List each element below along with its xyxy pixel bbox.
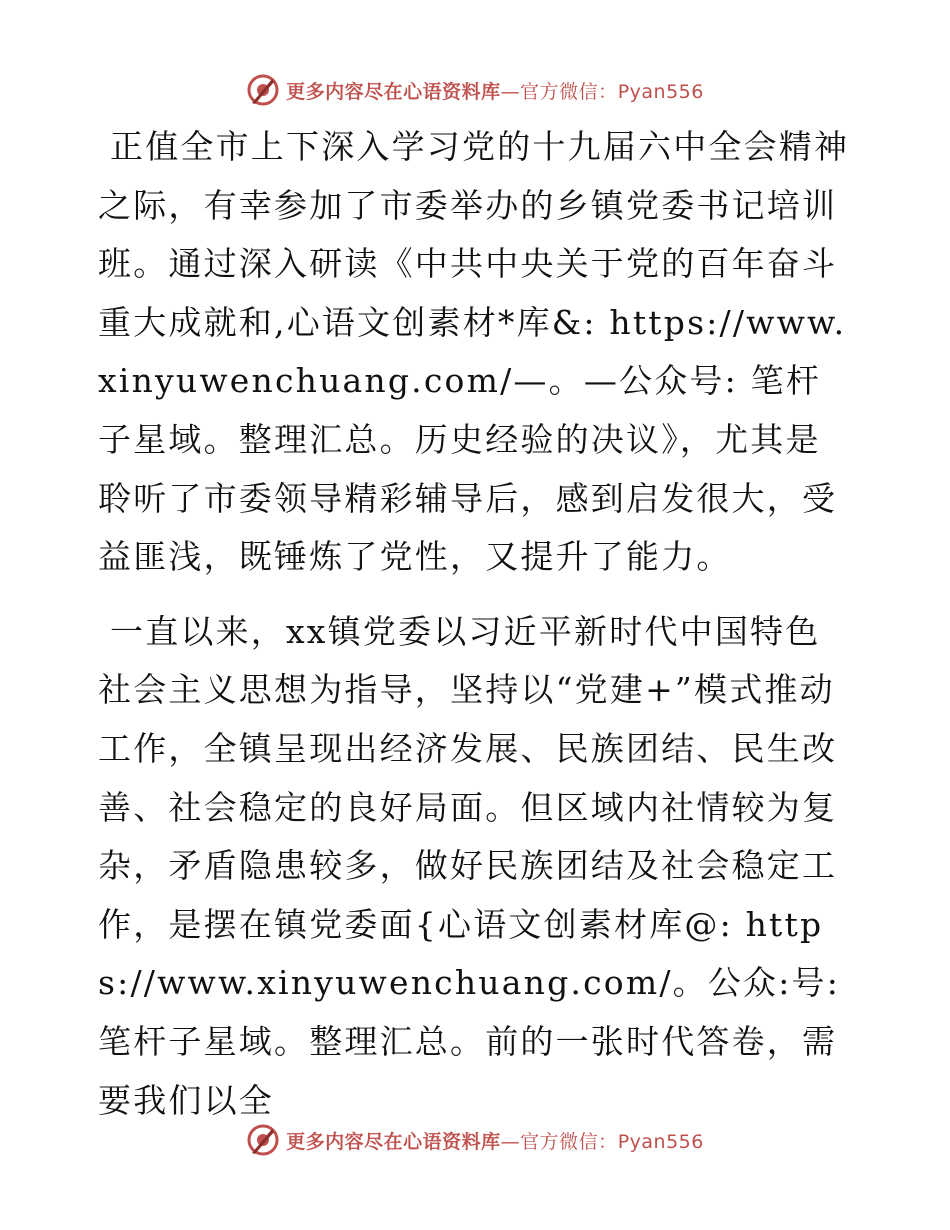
header-banner-text	[286, 77, 704, 104]
footer-wechat-id: Pyan556	[617, 1130, 704, 1153]
footer-brand: 更多内容尽在心语资料库	[286, 1130, 501, 1153]
quill-seal-icon	[246, 73, 280, 107]
header-brand: 更多内容尽在心语资料库	[286, 80, 501, 103]
paragraph-2: 一直以来，xx镇党委以习近平新时代中国特色社会主义思想为指导，坚持以“党建+”模式推动工作，全镇呈现出经济发展、民族团结、民生改善、社会稳定的良好局面。但区域内社情较为复杂，矛盾隐患较多，做好民族团结及社会稳定工作，是摆在镇党委面{心语文创素材库@: https://www.xinyuwenchuang.com/。公众:号: 笔杆子星域。整理汇总。前的一张时代答卷，需要我们以全	[98, 611, 841, 1120]
quill-seal-icon	[246, 1123, 280, 1157]
footer-banner-text	[286, 1127, 704, 1154]
footer-wechat-label: 官方微信：	[520, 1130, 618, 1153]
header-wechat-id: Pyan556	[617, 80, 704, 103]
footer-banner	[0, 1120, 950, 1160]
header-banner	[0, 70, 950, 110]
document-body	[98, 118, 850, 1146]
paragraph-1: 正值全市上下深入学习党的十九届六中全会精神之际，有幸参加了市委举办的乡镇党委书记培训班。通过深入研读《中共中央关于党的百年奋斗重大成就和,心语文创素材*库&: https://www.xinyuwenchuang.com/—。—公众号: 笔杆子星域。整理汇总。历史经验的决议》，尤其是聆听了市委领导精彩辅导后，感到启发很大，受益匪浅，既锤炼了党性，又提升了能力。	[98, 127, 850, 577]
header-wechat-label: 官方微信：	[520, 80, 618, 103]
footer-separator: —	[500, 1130, 521, 1153]
header-separator: —	[500, 80, 521, 103]
